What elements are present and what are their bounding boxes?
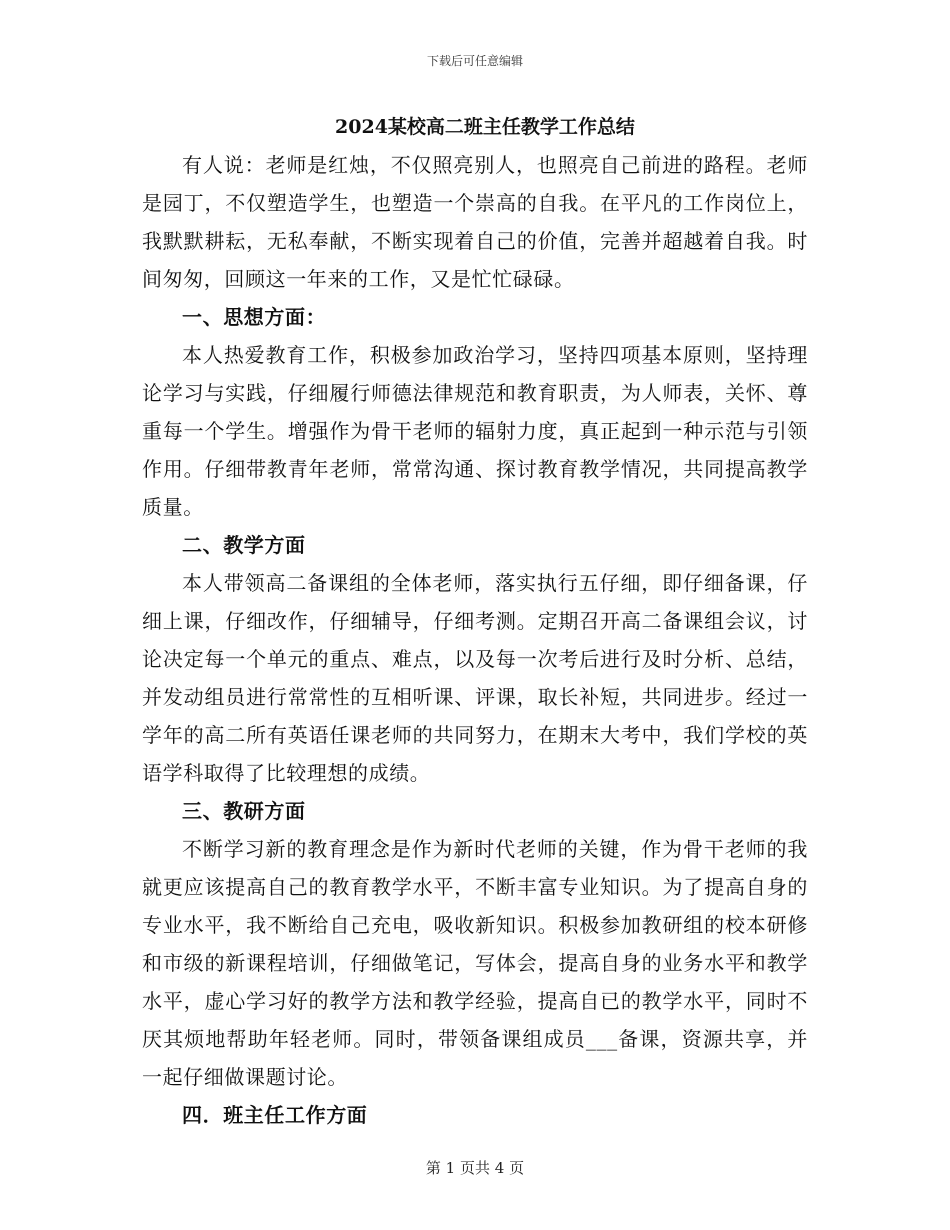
document-title: 2024某校高二班主任教学工作总结: [335, 116, 635, 138]
paragraph-thought: 本人热爱教育工作，积极参加政治学习，坚持四项基本原则，坚持理论学习与实践，仔细履行师德法律规范和教育职责，为人师表，关怀、尊重每一个学生。增强作为骨干老师的辐射力度，真正起到一种示范与引领作用。仔细带教青年老师，常常沟通、探讨教育教学情况，共同提高教学质量。: [142, 343, 808, 519]
section-heading-class-teacher: 四．班主任工作方面: [182, 1103, 368, 1127]
section-heading-teaching: 二、教学方面: [182, 533, 306, 557]
document-body: [142, 112, 808, 1134]
paragraph-teaching: 本人带领高二备课组的全体老师，落实执行五仔细，即仔细备课，仔细上课，仔细改作，仔细辅导，仔细考测。定期召开高二备课组会议，讨论决定每一个单元的重点、难点，以及每一次考后进行及时分析、总结，并发动组员进行常常性的互相听课、评课，取长补短，共同进步。经过一学年的高二所有英语任课老师的共同努力，在期末大考中，我们学校的英语学科取得了比较理想的成绩。: [142, 571, 808, 785]
page-header: 下载后可任意编辑: [426, 54, 523, 68]
page-footer: 第 1 页共 4 页: [425, 1159, 525, 1177]
section-heading-thought: 一、思想方面：: [182, 305, 327, 329]
paragraph-research: 不断学习新的教育理念是作为新时代老师的关键，作为骨干老师的我就更应该提高自己的教育教学水平，不断丰富专业知识。为了提高自身的专业水平，我不断给自己充电，吸收新知识。积极参加教研组的校本研修和市级的新课程培训，仔细做笔记，写体会，提高自身的业务水平和教学水平，虚心学习好的教学方法和教学经验，提高自已的教学水平，同时不厌其烦地帮助年轻老师。同时，带领备课组成员___备课，资源共享，并一起仔细做课题讨论。: [142, 837, 808, 1089]
paragraph-intro: 有人说：老师是红烛，不仅照亮别人，也照亮自己前进的路程。老师是园丁，不仅塑造学生，也塑造一个崇高的自我。在平凡的工作岗位上，我默默耕耘，无私奉献，不断实现着自己的价值，完善并超越着自我。时间匆匆，回顾这一年来的工作，又是忙忙碌碌。: [142, 153, 808, 291]
section-heading-research: 三、教研方面: [182, 799, 306, 823]
